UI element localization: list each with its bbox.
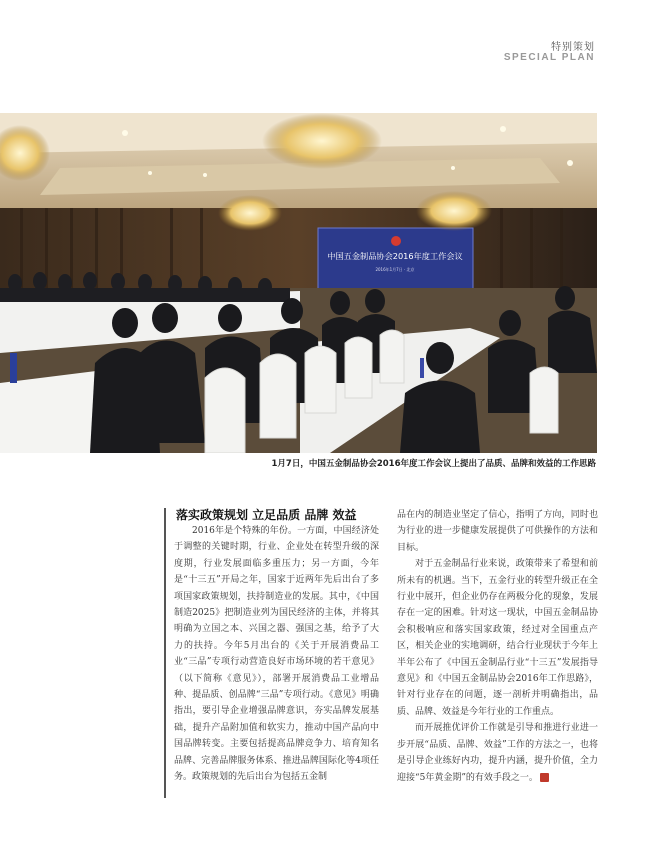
photo-caption: 1月7日，中国五金制品协会2016年度工作会议上提出了品质、品牌和效益的工作思路: [271, 459, 596, 469]
conference-photo: [0, 113, 597, 453]
paragraph-2: 对于五金制品行业来说，政策带来了希望和前所未有的机遇。当下，五金行业的转型升级正在全行业中展开，但企业仍存在两极分化的现象，发展存在一定的困难。针对这一现状，中国五金制品协会积极响应和落实国家政策，经过对全国重点产区，相关企业的实地调研，结合行业现状于今年上半年公布了《中国五金制品行业“十三五”发展指导意见》和《中国五金制品协会2016年工作思路》，针对行业存在的问题，逐一剖析并明确指出，品质、品牌、效益是今年行业的工作重点。: [397, 559, 598, 717]
headline-rule: [164, 508, 166, 798]
paragraph-3: [397, 720, 598, 786]
paragraph-3-text: 而开展推优评价工作就是引导和推进行业进一步开展“品质、品牌、效益”工作的方法之一，也将是引导企业练好内功，提升内涵，提升价值，全力迎接“5年黄金期”的有效手段之一。: [397, 723, 598, 783]
banner-title: 中国五金制品协会2016年度工作会议: [327, 251, 463, 261]
article-headline: 落实政策规划 立足品质 品牌 效益: [176, 508, 357, 522]
paragraph-1: 2016年是个特殊的年份。一方面，中国经济处于调整的关键时期，行业、企业处在转型升级的深度期，行业发展面临多重压力；另一方面，今年是“十三五”开局之年，国家于近两年先后出台了多项国家政策规划，扶持制造业的发展。其中，《中国制造2025》把制造业列为国民经济的主体，并将其明确为立国之本、兴国之器、强国之基，给予了大力的扶持。今年5月出台的《关于开展消费品工业“三品”专项行动营造良好市场环境的若干意见》（以下简称《意见》），部署开展消费品工业增品种、提品质、创品牌“三品”专项行动。《意见》明确指出，要引导企业增强品牌意识，夯实品牌发展基础，提升产品附加值和软实力，推动中国产品向中国品牌转变。主要包括提高品牌竞争力、培育知名品牌、完善品牌服务体系、推进品牌国际化等4项任务。政策规划的先后出台为包括五金制: [174, 526, 379, 783]
article-column-2: [397, 507, 598, 786]
paragraph-1-continued: 品在内的制造业坚定了信心，指明了方向，同时也为行业的进一步健康发展提供了可供操作的方法和目标。: [397, 510, 598, 553]
section-title-en: SPECIAL PLAN: [503, 52, 595, 63]
banner-date: 2016年1月7日 · 北京: [375, 267, 415, 272]
article-column-1: [174, 523, 379, 786]
end-mark-icon: [540, 773, 549, 782]
section-title: 特别策划: [551, 42, 595, 53]
